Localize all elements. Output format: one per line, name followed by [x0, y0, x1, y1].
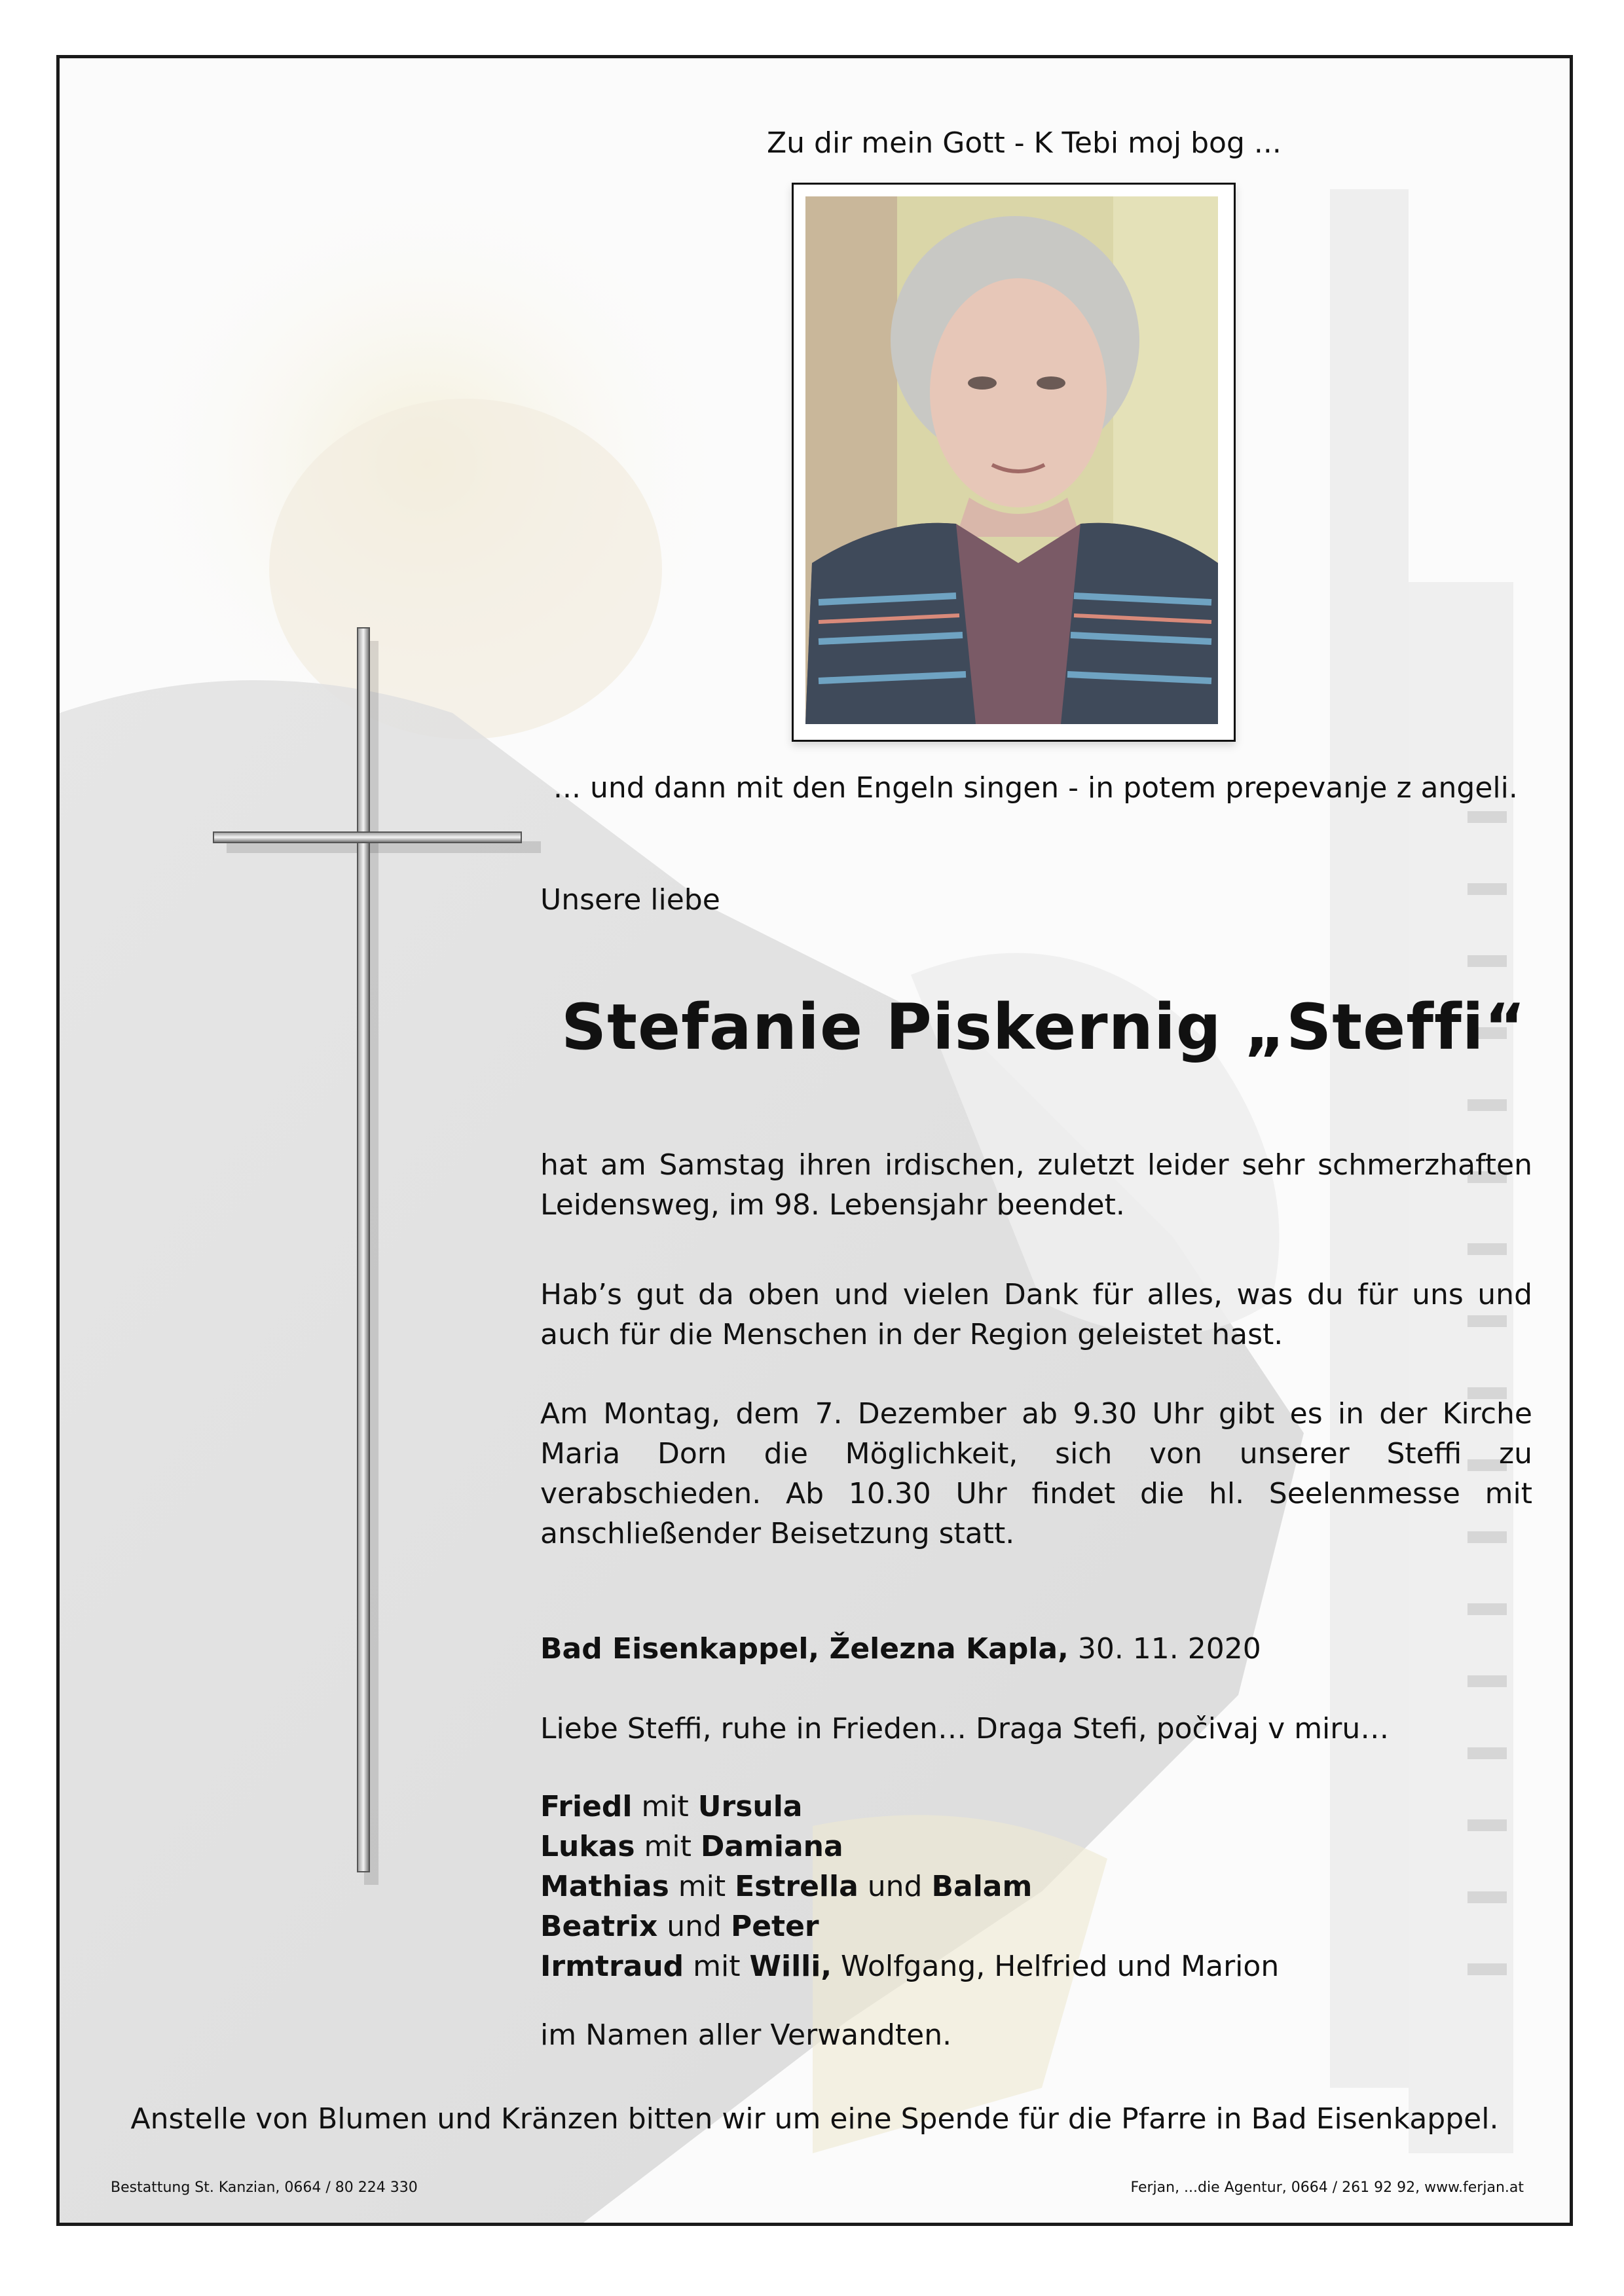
closing-text: im Namen aller Verwandten.	[540, 2018, 952, 2052]
paragraph-thanks: Hab’s gut da oben und vielen Dank für alles, was du für uns und auch für die Menschen in der Region geleistet hast.	[540, 1278, 1532, 1351]
family-line	[540, 1787, 1457, 1827]
farewell-text: Liebe Steffi, ruhe in Frieden… Draga Stefi, počivaj v miru…	[540, 1712, 1390, 1745]
date: 30. 11. 2020	[1077, 1632, 1261, 1666]
motto-bottom: ... und dann mit den Engeln singen - in potem prepevanje z angeli.	[553, 771, 1518, 805]
footer-agency: Ferjan, ...die Agentur, 0664 / 261 92 92, www.ferjan.at	[1130, 2179, 1524, 2196]
family-name: Lukas	[540, 1830, 635, 1863]
family-connector: Wolfgang, Helfried und Marion	[832, 1950, 1280, 1983]
footer-funeral-home: Bestattung St. Kanzian, 0664 / 80 224 330	[111, 2179, 418, 2196]
cross-icon	[207, 621, 547, 1944]
family-name: Irmtraud	[540, 1950, 684, 1983]
family-name: Peter	[730, 1910, 819, 1943]
family-connector: mit	[632, 1790, 698, 1823]
family-list	[540, 1787, 1457, 1986]
family-line	[540, 1946, 1457, 1986]
intro-text: Unsere liebe	[540, 883, 720, 917]
family-name: Estrella	[735, 1870, 858, 1903]
family-connector: mit	[684, 1950, 750, 1983]
family-connector: mit	[669, 1870, 735, 1903]
place-date	[540, 1630, 1261, 1669]
obituary-frame	[56, 55, 1573, 2226]
family-name: Mathias	[540, 1870, 669, 1903]
place: Bad Eisenkappel, Železna Kapla,	[540, 1632, 1069, 1666]
family-name: Damiana	[700, 1830, 843, 1863]
portrait-frame	[792, 183, 1236, 742]
family-name: Friedl	[540, 1790, 633, 1823]
family-name: Balam	[931, 1870, 1033, 1903]
motto-top: Zu dir mein Gott - K Tebi moj bog ...	[767, 126, 1282, 160]
family-connector: und	[657, 1910, 731, 1943]
family-line	[540, 1827, 1457, 1867]
family-connector: und	[858, 1870, 932, 1903]
deceased-name: Stefanie Piskernig „Steffi“	[561, 991, 1526, 1064]
paragraph-announcement: hat am Samstag ihren irdischen, zuletzt leider sehr schmerzhaften Leidensweg, im 98. Lebensjahr beendet.	[540, 1148, 1532, 1222]
donation-note: Anstelle von Blumen und Kränzen bitten wir um eine Spende für die Pfarre in Bad Eisenkappel.	[130, 2102, 1499, 2136]
family-line	[540, 1867, 1457, 1906]
family-name: Willi,	[749, 1950, 832, 1983]
family-line	[540, 1906, 1457, 1946]
paragraph-service: Am Montag, dem 7. Dezember ab 9.30 Uhr gibt es in der Kirche Maria Dorn die Möglichkeit, sich von unserer Steffi zu verabschieden. Ab 10.30 Uhr findet die hl. Seelenmesse mit anschließender Beisetzung statt.	[540, 1397, 1532, 1550]
family-name: Beatrix	[540, 1910, 658, 1943]
portrait-photo	[805, 196, 1218, 724]
family-connector: mit	[635, 1830, 701, 1863]
family-name: Ursula	[697, 1790, 803, 1823]
